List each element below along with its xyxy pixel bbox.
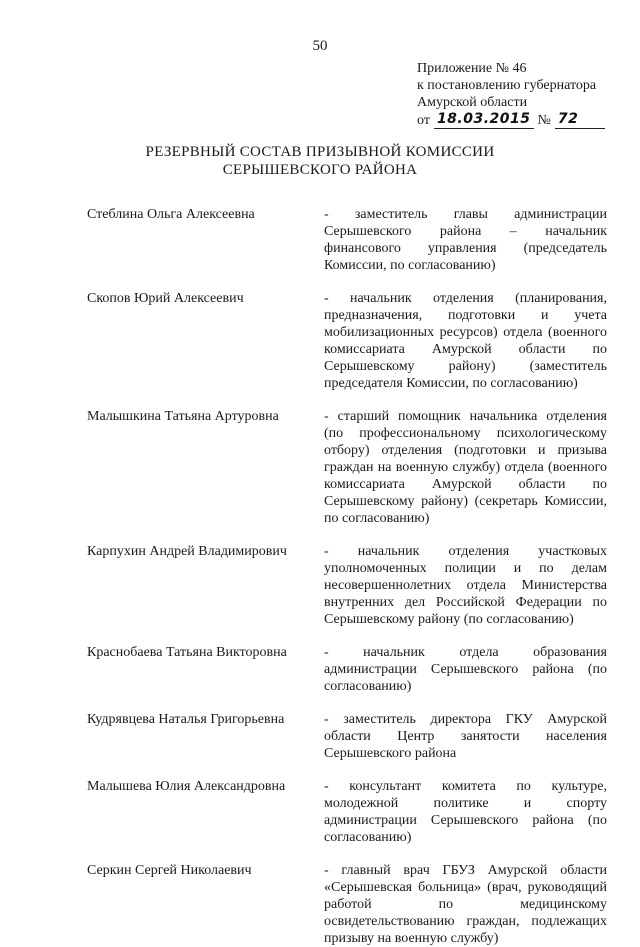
member-role: - главный врач ГБУЗ Амурской области «Серышевская больница» (врач, руководящий работой по медицинскому освидетельствованию граждан, подлежащих призыву на военную службу) bbox=[324, 863, 607, 946]
member-name: Малышкина Татьяна Артуровна bbox=[87, 409, 279, 424]
annex-line-1: Приложение № 46 bbox=[417, 61, 527, 76]
member-row bbox=[87, 711, 607, 762]
annex-date-number-line bbox=[417, 111, 627, 129]
member-name: Стеблина Ольга Алексеевна bbox=[87, 207, 255, 222]
title-line-1: РЕЗЕРВНЫЙ СОСТАВ ПРИЗЫВНОЙ КОМИССИИ bbox=[145, 144, 495, 160]
title-line-2: СЕРЫШЕВСКОГО РАЙОНА bbox=[222, 162, 418, 178]
member-name: Карпухин Андрей Владимирович bbox=[87, 544, 287, 559]
member-name: Краснобаева Татьяна Викторовна bbox=[87, 645, 287, 660]
member-name: Кудрявцева Наталья Григорьевна bbox=[87, 712, 285, 727]
member-role: - заместитель главы администрации Серышевского района – начальник финансового управления (председатель Комиссии, по согласованию) bbox=[324, 207, 607, 273]
members-list bbox=[87, 206, 607, 947]
member-role: - начальник отдела образования администрации Серышевского района (по согласованию) bbox=[324, 645, 607, 694]
number-label: № bbox=[537, 113, 551, 128]
document-title bbox=[0, 143, 640, 179]
member-role: - старший помощник начальника отделения (по профессиональному психологическому отбору) отделения (подготовки и призыва граждан на военную службу) отдела (военного комиссариата Амурской области по Серышевскому району) (секретарь Комиссии, по согласованию) bbox=[324, 409, 607, 526]
member-role: - заместитель директора ГКУ Амурской области Центр занятости населения Серышевского района bbox=[324, 712, 607, 761]
member-name: Скопов Юрий Алексеевич bbox=[87, 291, 244, 306]
annex-line-3: Амурской области bbox=[417, 95, 528, 110]
member-role: - начальник отделения участковых уполномоченных полиции и по делам несовершеннолетних отдела Министерства внутренних дел Российской Федерации по Серышевскому району (по согласованию) bbox=[324, 544, 607, 627]
annex-block bbox=[417, 60, 627, 129]
member-role: - консультант комитета по культуре, молодежной политике и спорту администрации Серышевского района (по согласованию) bbox=[324, 779, 607, 845]
handwritten-date: 18.03.2015 bbox=[434, 111, 534, 129]
member-row bbox=[87, 778, 607, 846]
member-row bbox=[87, 206, 607, 274]
member-row bbox=[87, 644, 607, 695]
page-number: 50 bbox=[312, 38, 328, 54]
member-row bbox=[87, 408, 607, 527]
annex-line-2: к постановлению губернатора bbox=[417, 78, 597, 93]
member-name: Серкин Сергей Николаевич bbox=[87, 863, 252, 878]
from-label: от bbox=[417, 113, 430, 128]
member-row bbox=[87, 290, 607, 392]
member-role: - начальник отделения (планирования, предназначения, подготовки и учета мобилизационных ресурсов) отдела (военного комиссариата Амурской области по Серышевскому району) (заместитель председателя Комиссии, по согласованию) bbox=[324, 291, 607, 391]
handwritten-number: 72 bbox=[555, 111, 605, 129]
member-name: Малышева Юлия Александровна bbox=[87, 779, 286, 794]
member-row bbox=[87, 543, 607, 628]
